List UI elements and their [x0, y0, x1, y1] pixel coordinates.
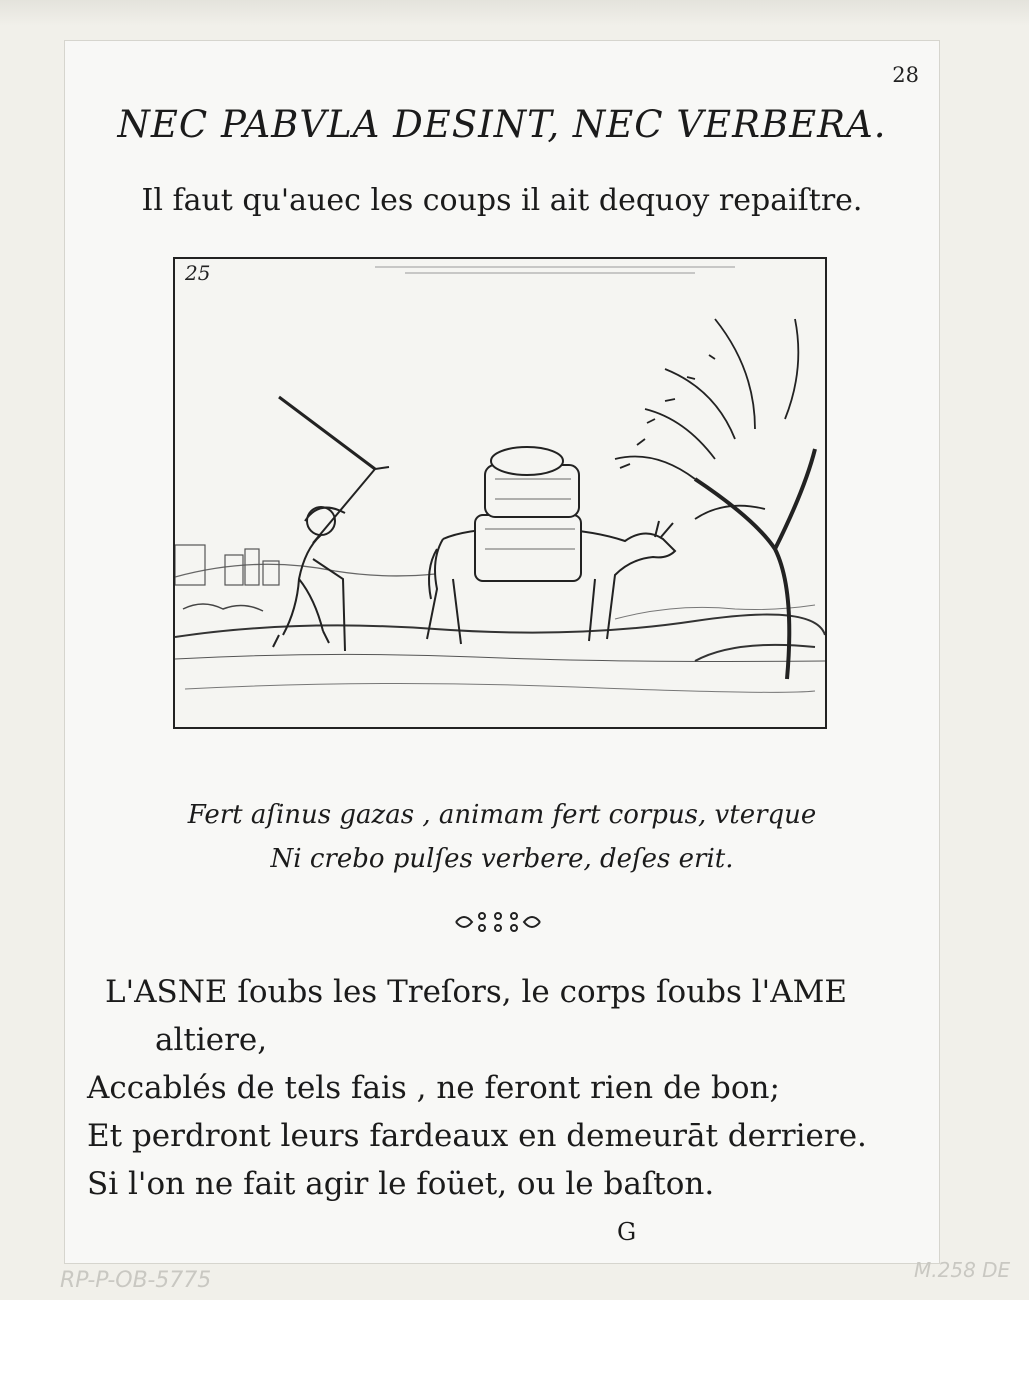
french-verse-line: Et perdront leurs fardeaux en demeurāt derriere. — [87, 1118, 867, 1154]
latin-verse — [65, 793, 939, 881]
engraving-man-beating-laden-donkey-icon — [175, 259, 825, 727]
french-verse-line: altiere, — [155, 1022, 268, 1058]
french-verse-line: Si l'on ne fait agir le foüet, ou le baſton. — [87, 1166, 715, 1202]
latin-verse-line: Fert aſinus gazas , animam fert corpus, vterque — [187, 800, 817, 830]
page-number: 28 — [892, 63, 919, 87]
engraving-plate — [173, 257, 827, 729]
mat-shadow — [0, 0, 1029, 26]
french-verse-line: L'ASNE ſoubs les Treſors, le corps ſoubs l'AME — [105, 974, 847, 1010]
french-verse-line: Accablés de tels fais , ne feront rien de bon; — [87, 1070, 780, 1106]
pencil-reference-note: M.258 DE — [914, 1258, 1011, 1282]
emblem-page — [64, 40, 940, 1264]
signature-mark: G — [617, 1218, 637, 1246]
plate-number: 25 — [185, 261, 211, 285]
latin-motto: NEC PABVLA DESINT, NEC VERBERA. — [117, 103, 887, 146]
french-subtitle: Il faut qu'auec les coups il ait dequoy repaiſtre. — [141, 183, 863, 218]
fleuron-ornament-icon — [452, 908, 544, 936]
french-verse — [87, 968, 919, 1208]
pencil-inventory-note: RP-P-OB-5775 — [60, 1268, 212, 1293]
latin-verse-line: Ni crebo pulſes verbere, deſes erit. — [270, 844, 734, 874]
